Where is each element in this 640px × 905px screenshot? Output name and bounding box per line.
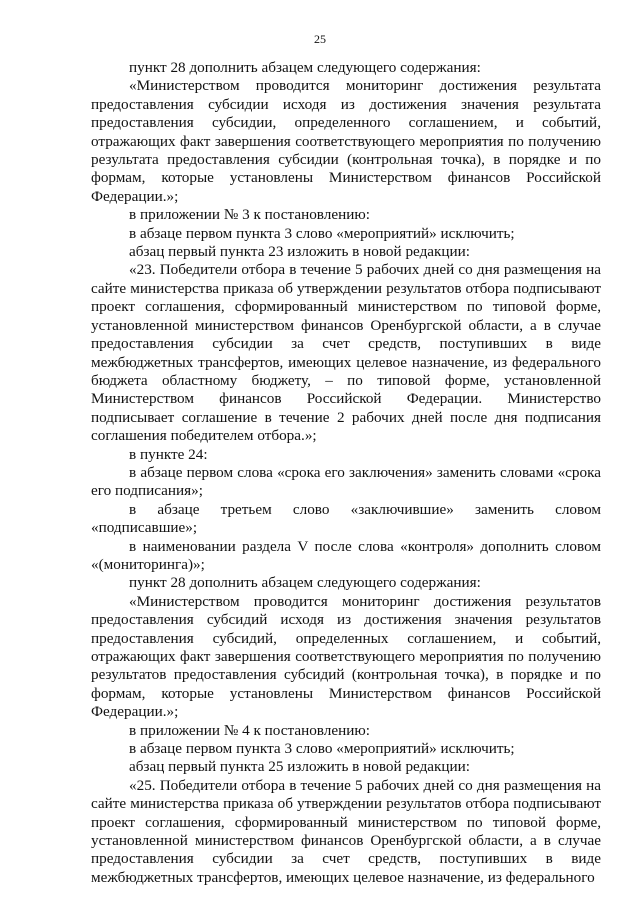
paragraph: «Министерством проводится мониторинг достижения результатов предоставления субсидий исходя из достижения значения результатов предоставления субсидий, определенных соглашением, и событий, отражающих факт завершения соответствующего мероприятия по получению результатов предоставления субсидий (контрольная точка), в порядке и по формам, которые установлены Министерством финансов Российской Федерации.»; xyxy=(91,592,601,721)
paragraph: абзац первый пункта 23 изложить в новой редакции: xyxy=(129,243,471,261)
paragraph: в абзаце третьем слово «заключившие» заменить словом «подписавшие»; xyxy=(91,500,601,537)
paragraph: абзац первый пункта 25 изложить в новой редакции: xyxy=(129,758,471,776)
paragraph: в приложении № 4 к постановлению: xyxy=(129,721,370,739)
page-number: 25 xyxy=(314,32,326,46)
paragraph: в абзаце первом пункта 3 слово «мероприятий» исключить; xyxy=(129,740,515,758)
paragraph: пункт 28 дополнить абзацем следующего содержания: xyxy=(129,59,481,76)
paragraph: «23. Победители отбора в течение 5 рабочих дней со дня размещения на сайте министерства приказа об утверждении результатов отбора подписывают проект соглашения, сформированный министерством по типовой форме, установленной министерством финансов Оренбургской области, а в случае предоставления субсидии за счет средств, поступивших в виде межбюджетных трансфертов, имеющих целевое назначение, из федерального бюджета областному бюджету, – по типовой форме, установленной Министерством финансов Российской Федерации. Министерство подписывает соглашение в течение 2 рабочих дней после дня подписания соглашения победителем отбора.»; xyxy=(91,261,601,445)
paragraph: «25. Победители отбора в течение 5 рабочих дней со дня размещения на сайте министерства приказа об утверждении результатов отбора подписывают проект соглашения, сформированный министерством по типовой форме, установленной министерством финансов Оренбургской области, а в случае предоставления субсидии за счет средств, поступивших в виде межбюджетных трансфертов, имеющих целевое назначение, из федерального xyxy=(91,776,601,886)
paragraph: в наименовании раздела V после слова «контроля» дополнить словом «(мониторинга)»; xyxy=(91,537,601,573)
paragraph: «Министерством проводится мониторинг достижения результата предоставления субсидии исходя из достижения значения результата предоставления субсидии, определенного соглашением, и событий, отражающих факт завершения соответствующего мероприятия по получению результата предоставления субсидии (контрольная точка), в порядке и по формам, которые установлены Министерством финансов Российской Федерации.»; xyxy=(91,77,601,205)
paragraph: в абзаце первом пункта 3 слово «мероприятий» исключить; xyxy=(129,224,515,242)
paragraph: в приложении № 3 к постановлению: xyxy=(129,206,370,224)
paragraph: в абзаце первом слова «срока его заключения» заменить словами «срока его подписания»; xyxy=(91,463,601,500)
document-body xyxy=(91,59,601,887)
paragraph: в пункте 24: xyxy=(129,445,208,463)
paragraph: пункт 28 дополнить абзацем следующего содержания: xyxy=(129,574,481,592)
